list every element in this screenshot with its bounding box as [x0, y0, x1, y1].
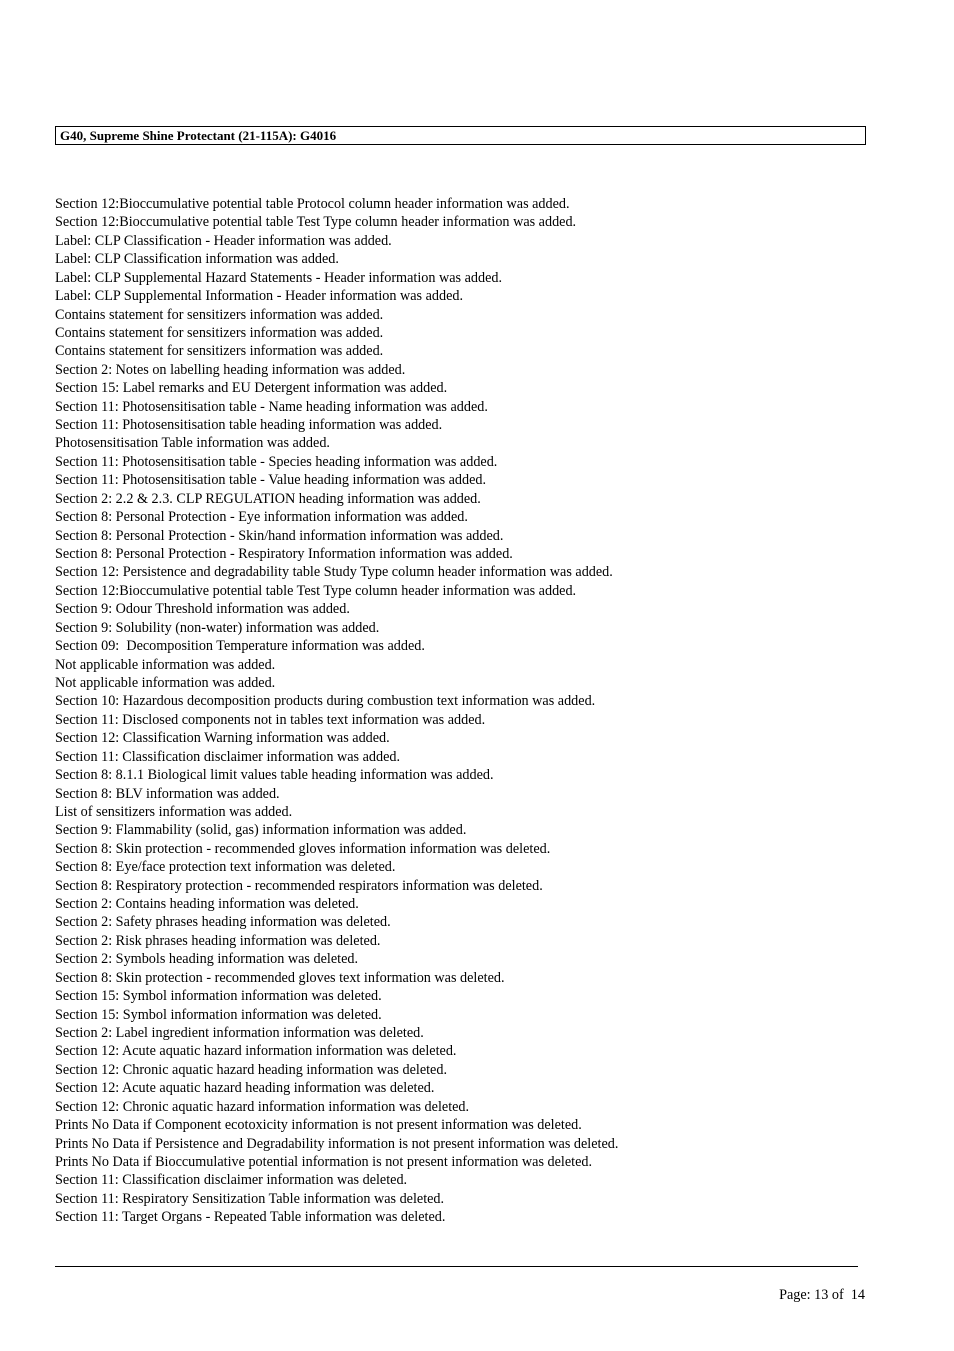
- page-number: Page: 13 of 14: [779, 1287, 865, 1303]
- revision-line: Section 8: Skin protection - recommended gloves text information was deleted.: [55, 969, 505, 986]
- revision-line: Label: CLP Supplemental Information - Header information was added.: [55, 288, 464, 305]
- revision-line: Section 12: Classification Warning information was added.: [55, 730, 390, 747]
- revision-line: Section 11: Photosensitisation table - Species heading information was added.: [55, 453, 498, 470]
- revision-line: Section 15: Symbol information information was deleted.: [55, 1006, 382, 1023]
- revision-line: Section 11: Target Organs - Repeated Table information was deleted.: [55, 1209, 446, 1226]
- revision-line: Contains statement for sensitizers information was added.: [55, 343, 384, 360]
- revision-line: Section 2: Safety phrases heading information was deleted.: [55, 914, 391, 931]
- revision-line: List of sensitizers information was added.: [55, 803, 293, 820]
- revision-line: Section 12: Acute aquatic hazard information information was deleted.: [55, 1043, 457, 1060]
- revision-line: Section 2: Symbols heading information was deleted.: [55, 951, 359, 968]
- revision-line: Section 9: Flammability (solid, gas) information information was added.: [55, 822, 467, 839]
- revision-line: Section 11: Photosensitisation table heading information was added.: [55, 417, 443, 434]
- revision-line: Label: CLP Supplemental Hazard Statements - Header information was added.: [55, 269, 503, 286]
- revision-line: Section 12: Acute aquatic hazard heading information was deleted.: [55, 1080, 435, 1097]
- revision-line: Section 8: Personal Protection - Respiratory Information information was added.: [55, 546, 513, 563]
- revision-line: Section 11: Photosensitisation table - Name heading information was added.: [55, 398, 488, 415]
- footer-divider: [55, 1266, 858, 1267]
- revision-line: Section 2: Label ingredient information information was deleted.: [55, 1024, 424, 1041]
- revision-line: Photosensitisation Table information was added.: [55, 435, 330, 452]
- revision-line: Section 2: 2.2 & 2.3. CLP REGULATION heading information was added.: [55, 490, 481, 507]
- revision-line: Section 11: Photosensitisation table - Value heading information was added.: [55, 472, 487, 489]
- revision-line: Label: CLP Classification information was added.: [55, 251, 339, 268]
- revision-line: Section 12: Chronic aquatic hazard information information was deleted.: [55, 1098, 470, 1115]
- document-title: G40, Supreme Shine Protectant (21-115A): G4016: [60, 128, 337, 143]
- revision-line: Section 10: Hazardous decomposition products during combustion text information was added.: [55, 693, 596, 710]
- revision-line: Prints No Data if Component ecotoxicity information is not present information was deleted.: [55, 1117, 582, 1134]
- revision-line: Section 12:Bioccumulative potential table Test Type column header information was added.: [55, 582, 577, 599]
- revision-line: Section 8: Respiratory protection - recommended respirators information was deleted.: [55, 877, 543, 894]
- revision-line: Prints No Data if Bioccumulative potential information is not present information was deleted.: [55, 1153, 593, 1170]
- revision-line: Contains statement for sensitizers information was added.: [55, 306, 384, 323]
- revision-list: [55, 195, 618, 1227]
- revision-line: Section 12:Bioccumulative potential table Test Type column header information was added.: [55, 214, 577, 231]
- revision-line: Not applicable information was added.: [55, 674, 276, 691]
- revision-line: Section 8: Personal Protection - Eye information information was added.: [55, 509, 468, 526]
- revision-line: Section 15: Label remarks and EU Detergent information was added.: [55, 380, 448, 397]
- revision-line: Prints No Data if Persistence and Degradability information is not present information was deleted.: [55, 1135, 619, 1152]
- revision-line: Section 12: Persistence and degradability table Study Type column header information was added.: [55, 564, 613, 581]
- revision-line: Section 11: Disclosed components not in tables text information was added.: [55, 711, 486, 728]
- revision-line: Section 8: 8.1.1 Biological limit values table heading information was added.: [55, 767, 494, 784]
- document-header-box: [55, 126, 866, 145]
- revision-line: Section 11: Classification disclaimer information was added.: [55, 748, 401, 765]
- revision-line: Section 8: Eye/face protection text information was deleted.: [55, 859, 396, 876]
- revision-line: Section 9: Solubility (non-water) information was added.: [55, 619, 380, 636]
- revision-line: Section 9: Odour Threshold information was added.: [55, 601, 350, 618]
- revision-line: Section 2: Contains heading information was deleted.: [55, 896, 359, 913]
- revision-line: Section 11: Respiratory Sensitization Table information was deleted.: [55, 1190, 445, 1207]
- revision-line: Section 8: Personal Protection - Skin/hand information information was added.: [55, 527, 504, 544]
- revision-line: Section 11: Classification disclaimer information was deleted.: [55, 1172, 408, 1189]
- revision-line: Section 8: Skin protection - recommended gloves information information was deleted.: [55, 840, 551, 857]
- revision-line: Section 15: Symbol information information was deleted.: [55, 988, 382, 1005]
- revision-line: Not applicable information was added.: [55, 656, 276, 673]
- revision-line: Contains statement for sensitizers information was added.: [55, 324, 384, 341]
- revision-line: Section 8: BLV information was added.: [55, 785, 280, 802]
- revision-line: Section 2: Notes on labelling heading information was added.: [55, 361, 406, 378]
- revision-line: Section 2: Risk phrases heading information was deleted.: [55, 932, 381, 949]
- revision-line: Section 12: Chronic aquatic hazard heading information was deleted.: [55, 1061, 447, 1078]
- revision-line: Label: CLP Classification - Header information was added.: [55, 232, 392, 249]
- revision-line: Section 09: Decomposition Temperature information was added.: [55, 638, 425, 655]
- revision-line: Section 12:Bioccumulative potential table Protocol column header information was added.: [55, 196, 570, 212]
